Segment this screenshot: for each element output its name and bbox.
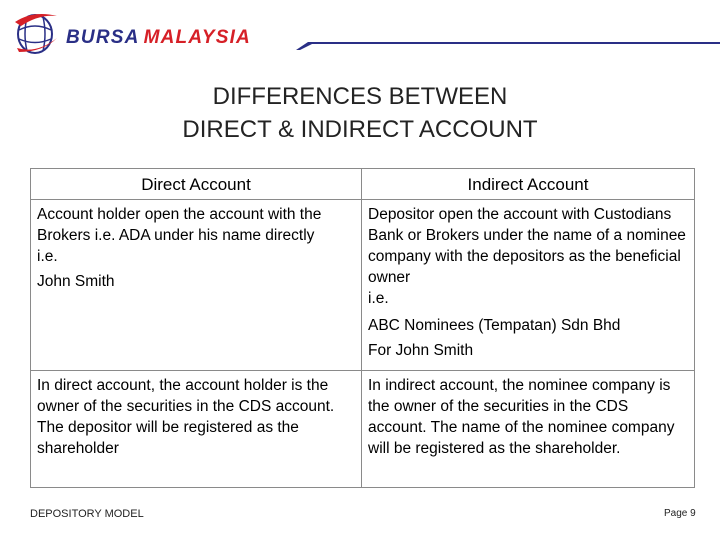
brand-word-bursa: BURSA <box>66 27 140 48</box>
table-row <box>31 200 695 371</box>
indirect-opening-text: Depositor open the account with Custodians Bank or Brokers under the name of a nominee company with the depositors as the beneficial owner <box>368 206 686 286</box>
indirect-example-name-1: ABC Nominees (Tempatan) Sdn Bhd <box>368 317 621 334</box>
header-indirect-account: Indirect Account <box>362 169 695 200</box>
header <box>0 0 720 72</box>
page-number: Page 9 <box>664 508 696 519</box>
brand-word-malaysia: MALAYSIA <box>143 27 251 48</box>
cell-indirect-ownership: In indirect account, the nominee company is the owner of the securities in the CDS account. The name of the nominee company will be registered as the shareholder. <box>362 371 695 488</box>
direct-opening-text: Account holder open the account with the Brokers i.e. ADA under his name directly <box>37 206 322 244</box>
indirect-example-label: i.e. <box>368 290 389 307</box>
cell-direct-opening <box>31 200 362 371</box>
direct-example-label: i.e. <box>37 248 58 265</box>
title-line-1: DIFFERENCES BETWEEN <box>212 83 508 110</box>
header-direct-account: Direct Account <box>31 169 362 200</box>
title-line-2: DIRECT & INDIRECT ACCOUNT <box>182 116 538 143</box>
table-row <box>31 371 695 488</box>
footer-title: DEPOSITORY MODEL <box>30 508 144 520</box>
indirect-example-name-2: For John Smith <box>368 342 474 359</box>
cell-direct-ownership: In direct account, the account holder is the owner of the securities in the CDS account. The depositor will be registered as the shareholder <box>31 371 362 488</box>
header-divider <box>296 42 720 50</box>
table-header-row <box>31 169 695 200</box>
bursa-globe-logo-icon <box>13 8 59 58</box>
direct-example-name: John Smith <box>37 273 115 290</box>
brand-name <box>66 27 251 49</box>
slide-title <box>0 80 720 146</box>
cell-indirect-opening <box>362 200 695 371</box>
comparison-table <box>30 168 695 488</box>
